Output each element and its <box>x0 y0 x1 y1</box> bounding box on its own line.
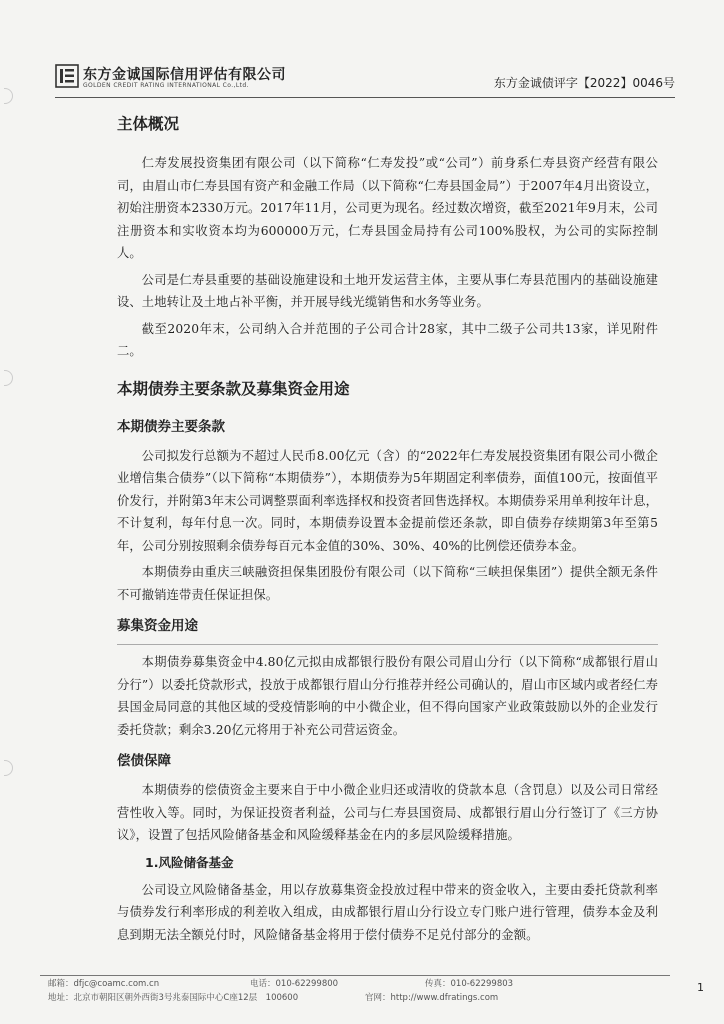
footer-website: 官网：http://www.dfratings.com <box>365 993 499 1003</box>
page-footer <box>40 978 670 1006</box>
paragraph: 仁寿发展投资集团有限公司（以下简称“仁寿发投”或“公司”）前身系仁寿县资产经营有限公司，由眉山市仁寿县国有资产和金融工作局（以下简称“仁寿县国金局”）于2007年4月出资设立，初始注册资本2330万元。2017年11月，公司更为现名。经过数次增资，截至2021年9月末，公司注册资本和实收资本均为600000万元，仁寿县国金局持有公司100%股权，为公司的实际控制人。 <box>117 156 658 260</box>
subsection-title-terms: 本期债券主要条款 <box>117 418 225 435</box>
footer-fax: 传真：010-62299803 <box>425 979 514 989</box>
document-number: 东方金诚债评字【2022】0046号 <box>493 76 675 90</box>
paragraph: 截至2020年末，公司纳入合并范围的子公司合计28家，其中二级子公司共13家，详见附件二。 <box>117 321 658 358</box>
binding-hole <box>4 370 13 386</box>
company-logo-icon <box>55 64 79 88</box>
section-title-bond: 本期债券主要条款及募集资金用途 <box>117 379 350 398</box>
footer-email: 邮箱：dfjc@coamc.com.cn <box>48 979 160 989</box>
company-name-cn: 东方金诚国际信用评估有限公司 <box>83 67 286 83</box>
subsection-title-reserve: 1.风险储备基金 <box>145 854 234 870</box>
paragraph: 本期债券由重庆三峡融资担保集团股份有限公司（以下简称“三峡担保集团”）提供全额无条件不可撤销连带责任保证担保。 <box>117 565 658 602</box>
company-name-en: GOLDEN CREDIT RATING INTERNATIONAL Co.,Ltd. <box>83 82 249 89</box>
footer-divider <box>40 975 670 976</box>
document-body <box>117 112 658 950</box>
paragraph: 本期债券募集资金中4.80亿元拟由成都银行股份有限公司眉山分行（以下简称“成都银行眉山分行”）以委托贷款形式，投放于成都银行眉山分行推荐并经公司确认的，眉山市区域内或者经仁寿县国金局同意的其他区域的受疫情影响的中小微企业，但不得向国家产业政策鼓励以外的企业发行委托贷款；剩余3.20亿元将用于补充公司营运资金。 <box>117 655 658 737</box>
footer-address: 地址：北京市朝阳区朝外西街3号兆泰国际中心C座12层 100600 <box>48 993 299 1003</box>
subsection-title-guarantee: 偿债保障 <box>117 753 171 769</box>
footer-phone: 电话：010-62299800 <box>250 979 339 989</box>
section-divider <box>117 644 658 645</box>
subsection-title-funds: 募集资金用途 <box>117 618 198 634</box>
paragraph: 本期债券的偿债资金主要来自于中小微企业归还或清收的贷款本息（含罚息）以及公司日常经营性收入等。同时，为保证投资者利益，公司与仁寿县国资局、成都银行眉山分行签订了《三方协议》，设置了包括风险储备基金和风险缓释基金在内的多层风险缓释措施。 <box>117 783 658 842</box>
paragraph: 公司拟发行总额为不超过人民币8.00亿元（含）的“2022年仁寿发展投资集团有限公司小微企业增信集合债券”（以下简称“本期债券”），本期债券为5年期固定利率债券，面值100元，按面值平价发行，并附第3年末公司调整票面利率选择权和投资者回售选择权。本期债券采用单利按年计息，不计复利，每年付息一次。同时，本期债券设置本金提前偿还条款，即自债券存续期第3年至第5年，公司分别按照剩余债券每百元本金值的30%、30%、40%的比例偿还债券本金。 <box>117 448 658 553</box>
binding-hole <box>4 88 13 104</box>
page-number: 1 <box>697 981 704 994</box>
paragraph: 公司是仁寿县重要的基础设施建设和土地开发运营主体，主要从事仁寿县范围内的基础设施建设、土地转让及土地占补平衡，并开展导线光缆销售和水务等业务。 <box>117 272 658 309</box>
paragraph: 公司设立风险储备基金，用以存放募集资金投放过程中带来的资金收入，主要由委托贷款利率与债券发行利率形成的利差收入组成，由成都银行眉山分行设立专门账户进行管理，债券本金及利息到期无法全额兑付时，风险储备基金将用于偿付债券不足兑付部分的金额。 <box>117 882 658 942</box>
header-divider <box>55 97 675 98</box>
section-title-profile: 主体概况 <box>117 115 180 133</box>
page-header <box>55 62 675 96</box>
binding-hole <box>4 760 13 776</box>
